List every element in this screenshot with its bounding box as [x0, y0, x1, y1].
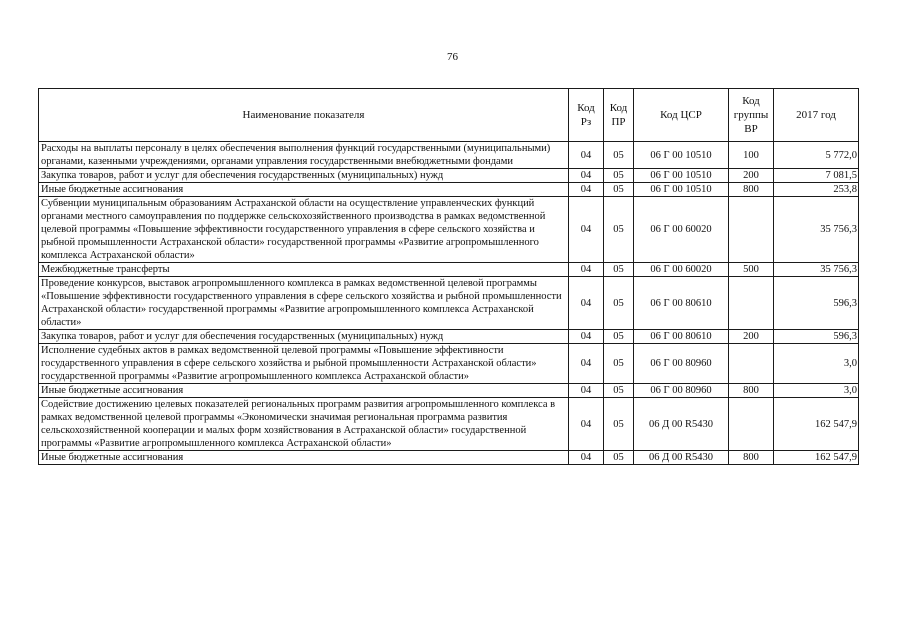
- row-pr-cell: 05: [604, 142, 634, 169]
- row-rz-cell: 04: [569, 330, 604, 344]
- row-pr-cell: 05: [604, 277, 634, 330]
- row-name-cell: Расходы на выплаты персоналу в целях обеспечения выполнения функций государственными (муниципальными) органами, казенными учреждениями, органами управления государственными внебюджетными фондами: [39, 142, 569, 169]
- row-vr-cell: 200: [729, 169, 774, 183]
- header-csr: Код ЦСР: [634, 89, 729, 142]
- row-pr-cell: 05: [604, 330, 634, 344]
- row-pr-cell: 05: [604, 197, 634, 263]
- row-csr-cell: 06 Г 00 80610: [634, 277, 729, 330]
- row-name-cell: Иные бюджетные ассигнования: [39, 451, 569, 465]
- row-name-cell: Межбюджетные трансферты: [39, 263, 569, 277]
- row-vr-cell: 800: [729, 183, 774, 197]
- row-pr-cell: 05: [604, 384, 634, 398]
- row-vr-cell: 100: [729, 142, 774, 169]
- header-rz: Код Рз: [569, 89, 604, 142]
- row-csr-cell: 06 Г 00 80610: [634, 330, 729, 344]
- row-name-cell: Закупка товаров, работ и услуг для обеспечения государственных (муниципальных) нужд: [39, 330, 569, 344]
- row-rz-cell: 04: [569, 451, 604, 465]
- table-header-row: [39, 89, 859, 142]
- row-name-cell: Иные бюджетные ассигнования: [39, 183, 569, 197]
- table-row: [39, 197, 859, 263]
- row-csr-cell: 06 Г 00 60020: [634, 197, 729, 263]
- row-pr-cell: 05: [604, 263, 634, 277]
- row-rz-cell: 04: [569, 277, 604, 330]
- row-pr-cell: 05: [604, 169, 634, 183]
- row-amount-cell: 5 772,0: [774, 142, 859, 169]
- table-row: [39, 263, 859, 277]
- table-row: [39, 277, 859, 330]
- row-csr-cell: 06 Д 00 R5430: [634, 398, 729, 451]
- row-rz-cell: 04: [569, 398, 604, 451]
- table-row: [39, 344, 859, 384]
- table-row: [39, 330, 859, 344]
- row-amount-cell: 162 547,9: [774, 398, 859, 451]
- row-vr-cell: [729, 344, 774, 384]
- row-rz-cell: 04: [569, 344, 604, 384]
- row-csr-cell: 06 Г 00 80960: [634, 344, 729, 384]
- row-name-cell: Исполнение судебных актов в рамках ведомственной целевой программы «Повышение эффективности государственного управления в сфере сельского хозяйства и рыбной промышленности Астраханской области» государственной программы «Развитие агропромышленного комплекса Астраханской области»: [39, 344, 569, 384]
- row-name-cell: Проведение конкурсов, выставок агропромышленного комплекса в рамках ведомственной целевой программы «Повышение эффективности государственного управления в сфере сельского хозяйства и рыбной промышленности Астраханской области» государственной программы «Развитие агропромышленного комплекса Астраханской области»: [39, 277, 569, 330]
- row-amount-cell: 3,0: [774, 344, 859, 384]
- header-name: Наименование показателя: [39, 89, 569, 142]
- row-csr-cell: 06 Г 00 10510: [634, 142, 729, 169]
- table-row: [39, 142, 859, 169]
- table-row: [39, 451, 859, 465]
- header-year: 2017 год: [774, 89, 859, 142]
- table-row: [39, 183, 859, 197]
- row-pr-cell: 05: [604, 451, 634, 465]
- row-amount-cell: 35 756,3: [774, 197, 859, 263]
- row-csr-cell: 06 Г 00 60020: [634, 263, 729, 277]
- row-rz-cell: 04: [569, 183, 604, 197]
- row-name-cell: Закупка товаров, работ и услуг для обеспечения государственных (муниципальных) нужд: [39, 169, 569, 183]
- row-amount-cell: 253,8: [774, 183, 859, 197]
- row-vr-cell: 500: [729, 263, 774, 277]
- row-rz-cell: 04: [569, 263, 604, 277]
- row-vr-cell: 800: [729, 451, 774, 465]
- row-csr-cell: 06 Д 00 R5430: [634, 451, 729, 465]
- table-body: [39, 142, 859, 465]
- budget-table: [38, 88, 859, 465]
- header-vr: Код группы ВР: [729, 89, 774, 142]
- row-name-cell: Иные бюджетные ассигнования: [39, 384, 569, 398]
- row-pr-cell: 05: [604, 398, 634, 451]
- row-amount-cell: 162 547,9: [774, 451, 859, 465]
- row-rz-cell: 04: [569, 197, 604, 263]
- row-rz-cell: 04: [569, 142, 604, 169]
- table-row: [39, 169, 859, 183]
- row-name-cell: Содействие достижению целевых показателей региональных программ развития агропромышленного комплекса в рамках ведомственной целевой программы «Экономически значимая региональная программа развития сельскохозяйственной кооперации и малых форм хозяйствования в Астраханской области» государственной программы «Развитие агропромышленного комплекса Астраханской области»: [39, 398, 569, 451]
- header-pr: Код ПР: [604, 89, 634, 142]
- table-row: [39, 398, 859, 451]
- row-pr-cell: 05: [604, 183, 634, 197]
- row-amount-cell: 35 756,3: [774, 263, 859, 277]
- row-amount-cell: 596,3: [774, 277, 859, 330]
- row-rz-cell: 04: [569, 169, 604, 183]
- row-csr-cell: 06 Г 00 80960: [634, 384, 729, 398]
- row-name-cell: Субвенции муниципальным образованиям Астраханской области на осуществление управленческих функций органами местного самоуправления по поддержке сельскохозяйственного производства в рамках ведомственной целевой программы «Повышение эффективности государственного управления в сфере сельского хозяйства и рыбной промышленности Астраханской области» государственной программы «Развитие агропромышленного комплекса Астраханской области»: [39, 197, 569, 263]
- row-amount-cell: 3,0: [774, 384, 859, 398]
- row-rz-cell: 04: [569, 384, 604, 398]
- row-vr-cell: [729, 277, 774, 330]
- row-amount-cell: 7 081,5: [774, 169, 859, 183]
- row-vr-cell: 800: [729, 384, 774, 398]
- row-amount-cell: 596,3: [774, 330, 859, 344]
- row-vr-cell: [729, 398, 774, 451]
- page-number: 76: [447, 51, 458, 63]
- row-csr-cell: 06 Г 00 10510: [634, 183, 729, 197]
- row-vr-cell: 200: [729, 330, 774, 344]
- row-vr-cell: [729, 197, 774, 263]
- table-row: [39, 384, 859, 398]
- row-pr-cell: 05: [604, 344, 634, 384]
- row-csr-cell: 06 Г 00 10510: [634, 169, 729, 183]
